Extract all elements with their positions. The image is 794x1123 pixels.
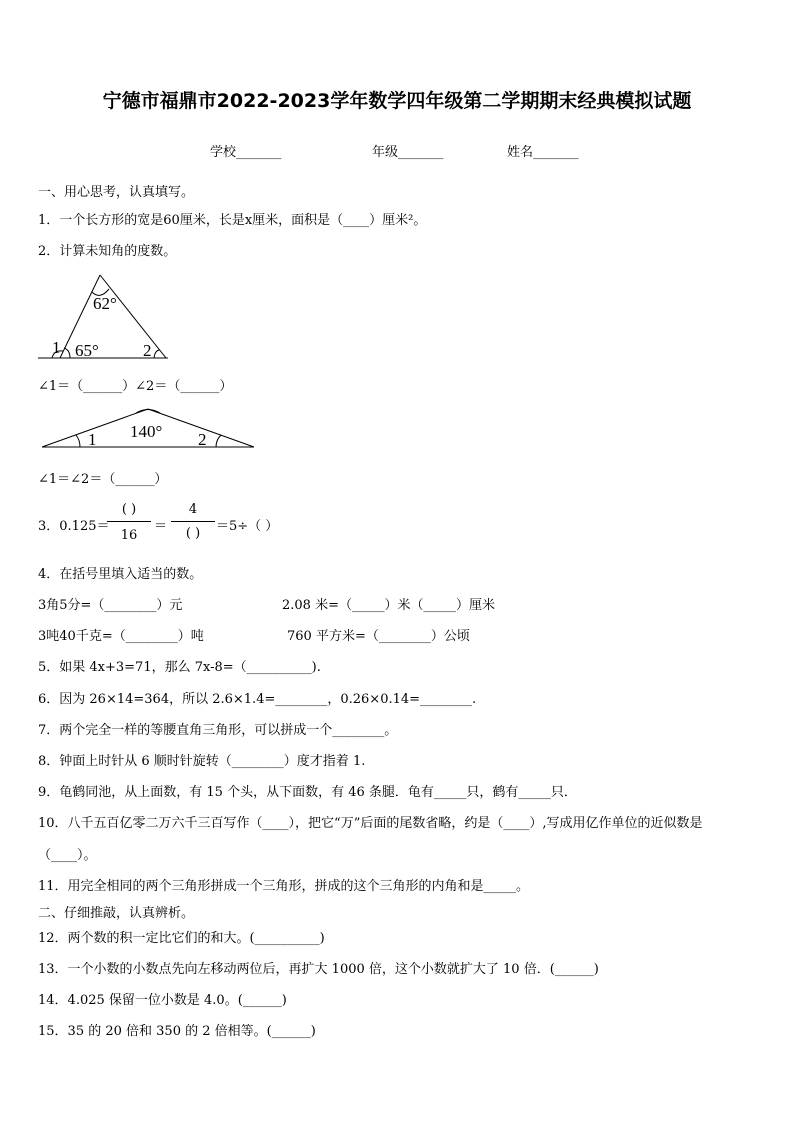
school-field: 学校_______: [210, 145, 282, 160]
triangle-2-top-angle: 140°: [130, 422, 163, 441]
question-3-suffix: ＝5÷（ ）: [216, 519, 279, 534]
question-15: 15．35 的 20 倍和 350 的 2 倍相等。(______): [38, 1024, 316, 1039]
question-4a: 3角5分=（________）元: [38, 598, 183, 613]
question-8: 8．钟面上时针从 6 顺时针旋转（________）度才指着 1.: [38, 754, 366, 769]
question-3-numerator-1: ( ): [121, 502, 137, 517]
fraction-bar-2: [171, 521, 215, 522]
question-11: 11．用完全相同的两个三角形拼成一个三角形，拼成的这个三角形的内角和是_____。: [38, 879, 530, 894]
name-field: 姓名_______: [507, 145, 579, 160]
question-6: 6．因为 26×14=364，所以 2.6×1.4=________，0.26×0.14=________.: [38, 692, 477, 707]
question-1: 1．一个长方形的宽是60厘米，长是x厘米，面积是（____）厘米²。: [38, 213, 427, 228]
question-3-denominator-1: 16: [120, 528, 138, 543]
fraction-bar-1: [107, 521, 151, 522]
question-4: 4．在括号里填入适当的数。: [38, 567, 203, 582]
triangle-1-left-angle: 65°: [75, 341, 99, 360]
question-2a-answer: ∠1＝（______）∠2＝（______）: [38, 379, 233, 394]
triangle-2-label-2: 2: [198, 430, 207, 449]
question-10-line-1: 10．八千五百亿零二万六千三百写作（____），把它“万”后面的尾数省略，约是（____）,写成用亿作单位的近似数是: [38, 816, 703, 831]
triangle-2-label-1: 1: [88, 430, 97, 449]
question-4c: 3吨40千克=（________）吨: [38, 629, 204, 644]
question-3-denominator-2: ( ): [185, 526, 201, 541]
question-5: 5．如果 4x+3=71，那么 7x-8=（__________).: [38, 660, 321, 675]
question-4b: 2.08 米=（_____）米（_____）厘米: [282, 598, 495, 613]
question-9: 9．龟鹤同池，从上面数，有 15 个头，从下面数，有 46 条腿．龟有_____只，鹤有_____只．: [38, 785, 577, 800]
section-2-heading: 二、仔细推敲，认真辨析。: [38, 906, 195, 921]
triangle-1-top-angle: 62°: [93, 294, 117, 313]
question-3-prefix: 3．0.125＝: [38, 519, 110, 534]
question-2: 2．计算未知角的度数。: [38, 244, 177, 259]
page-title: 宁德市福鼎市2022-2023学年数学四年级第二学期期末经典模拟试题: [102, 90, 692, 112]
question-3-numerator-2: 4: [188, 502, 198, 517]
question-12: 12．两个数的积一定比它们的和大。(__________): [38, 931, 325, 946]
question-14: 14．4.025 保留一位小数是 4.0。(______): [38, 993, 287, 1008]
question-4d: 760 平方米=（________）公顷: [287, 629, 470, 644]
question-2b-answer: ∠1＝∠2＝（______）: [38, 472, 168, 487]
question-3-equals: ＝: [154, 519, 168, 534]
triangle-1-label-1: 1: [52, 338, 61, 357]
grade-field: 年级_______: [372, 145, 444, 160]
triangle-1-label-2: 2: [143, 341, 152, 360]
question-10-line-2: （____）。: [38, 848, 97, 863]
section-1-heading: 一、用心思考，认真填写。: [38, 185, 195, 200]
question-13: 13．一个小数的小数点先向左移动两位后，再扩大 1000 倍，这个小数就扩大了 10 倍．(______): [38, 962, 599, 977]
question-7: 7．两个完全一样的等腰直角三角形，可以拼成一个________。: [38, 723, 398, 738]
